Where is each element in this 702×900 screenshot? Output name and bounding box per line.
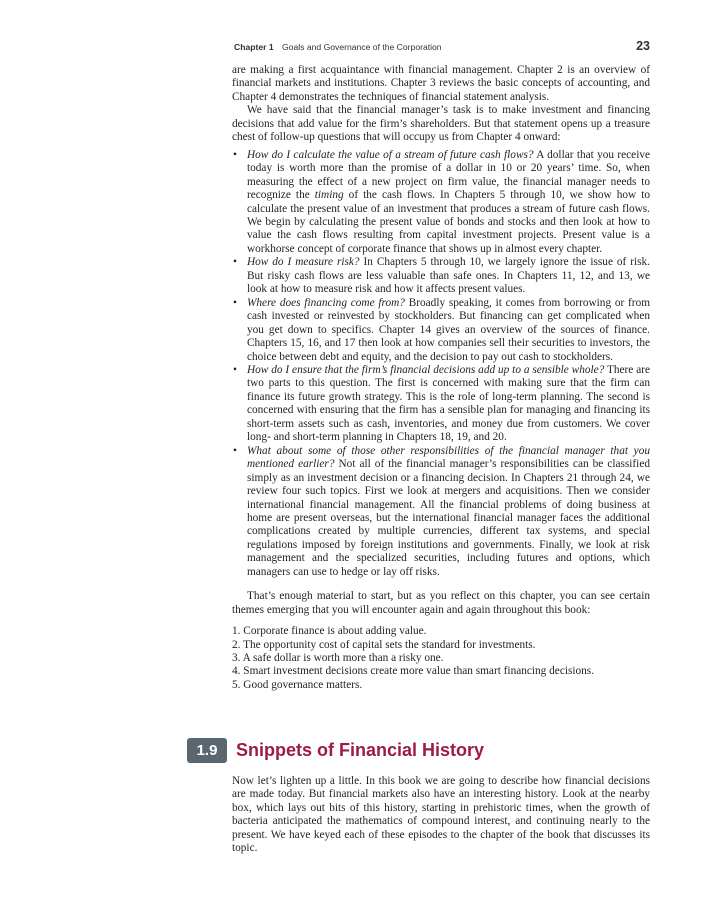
section-number-badge: 1.9 <box>187 738 227 763</box>
chapter-label: Chapter 1 <box>234 42 274 52</box>
answer-text: In Chapters 5 through 10, we largely ignore the issue of risk. But risky cash flows are less valuable than safe ones. In Chapters 11, 12, and 13, we look at how to measure risk and how it affects present values. <box>247 256 650 296</box>
list-item <box>232 256 650 296</box>
list-item: 1. Corporate finance is about adding value. <box>232 625 427 638</box>
paragraph: are making a first acquaintance with financial management. Chapter 2 is an overview of financial markets and institutions. Chapter 3 reviews the basic concepts of accounting, and Chapter 4 demonstrates the techniques of financial statement analysis. <box>232 64 650 103</box>
answer-text: Broadly speaking, it comes from borrowing or from cash invested or reinvested by stockholders. But financing can get complicated when you get down to specifics. Chapter 14 gives an overview of the sources of finance. Chapters 15, 16, and 17 then look at how companies sell their securities to investors, the choice between debt and equity, and the decision to pay out cash to stockholders. <box>247 296 650 363</box>
chapter-title: Goals and Governance of the Corporation <box>282 42 442 52</box>
answer-text: Not all of the financial manager’s responsibilities can be classified simply as an investment decision or a financing decision. In Chapters 21 through 24, we review four such topics. First we look at mergers and acquisitions. Then we consider international financial management. All the financial problems of doing business at home are present overseas, but the international financial manager faces the additional complications created by multiple currencies, different tax systems, and special regulations imposed by foreign institutions and governments. Finally, we look at risk management and the specialized securities, including futures and options, which managers can use to hedge or lay off risks. <box>247 458 650 578</box>
list-item: 4. Smart investment decisions create more value than smart financing decisions. <box>232 665 595 678</box>
list-item <box>232 297 650 364</box>
paragraph: That’s enough material to start, but as you reflect on this chapter, you can see certain themes emerging that you will encounter again and again throughout this book: <box>232 590 650 616</box>
answer-text: A dollar that you receive today is worth more than the promise of a dollar in 10 or 20 years’ time. So, when measuring the effect of a new project on firm value, the financial manager needs to recognize the <box>247 148 651 202</box>
emphasis: timing <box>314 189 344 202</box>
list-item <box>232 445 650 580</box>
section-title: Snippets of Financial History <box>236 740 485 760</box>
answer-text: of the cash flows. In Chapters 5 through 10, we show how to calculate the present value of an investment that produces a stream of future cash flows. We begin by calculating the present value of bonds and stocks and then look at how to value the cash flows resulting from capital investment projects. Present value is a workhorse concept of corporate finance that shows up in almost every chapter. <box>247 189 650 255</box>
list-item <box>232 364 650 445</box>
question-list <box>232 149 650 580</box>
question: How do I calculate the value of a stream of future cash flows? <box>247 148 534 161</box>
running-header <box>234 39 650 53</box>
question: What about some of those other responsibilities of the financial manager that you mentioned earlier? <box>247 444 650 471</box>
themes-list <box>232 625 650 692</box>
page-number: 23 <box>636 39 650 53</box>
paragraph: We have said that the financial manager’s task is to make investment and financing decisions that add value for the firm’s shareholders. But that statement opens up a treasure chest of follow-up questions that will occupy us from Chapter 4 onward: <box>232 104 650 144</box>
question: How do I measure risk? <box>247 256 360 269</box>
list-item: 5. Good governance matters. <box>232 678 363 691</box>
question: Where does financing come from? <box>247 296 405 309</box>
list-item: 2. The opportunity cost of capital sets the standard for investments. <box>232 638 536 651</box>
question: How do I ensure that the firm’s financial decisions add up to a sensible whole? <box>247 363 605 376</box>
list-item: 3. A safe dollar is worth more than a risky one. <box>232 652 444 665</box>
paragraph: Now let’s lighten up a little. In this book we are going to describe how financial decisions are made today. But financial markets also have an interesting history. Look at the nearby box, which lays out bits of this history, starting in prehistoric times, when the growth of bacteria anticipated the mathematics of compound interest, and continuing nearly to the present. We have keyed each of these episodes to the chapter of the book that discusses its topic. <box>232 775 650 855</box>
list-item <box>232 149 650 257</box>
body-text <box>232 64 650 692</box>
section-heading <box>187 738 484 763</box>
answer-text: There are two parts to this question. The first is concerned with making sure that the firm can finance its future growth strategy. This is the role of long-term planning. The second is concerned with ensuring that the firm has a sensible plan for managing and financing its short-term assets such as cash, inventories, and money due from customers. We cover long- and short-term planning in Chapters 18, 19, and 20. <box>247 363 650 444</box>
section-body <box>232 775 650 856</box>
